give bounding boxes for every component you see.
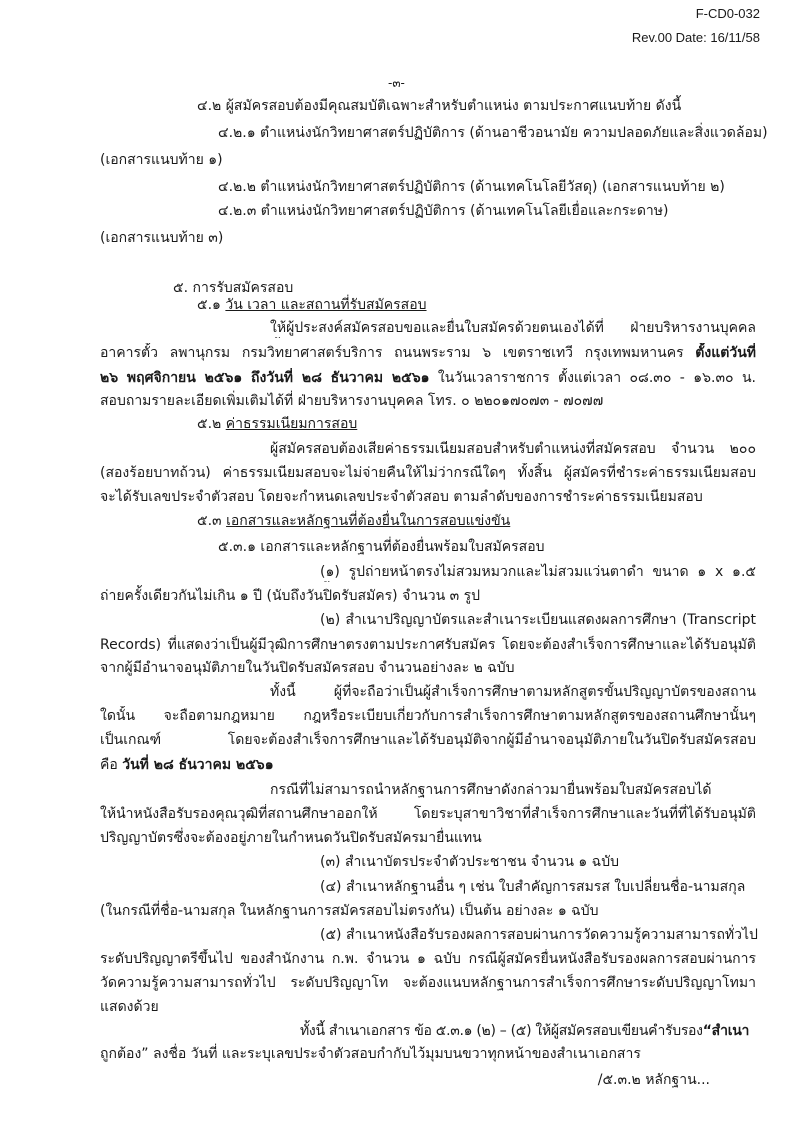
text: ๕.๒ bbox=[197, 416, 226, 432]
item-5-cont bbox=[100, 973, 756, 993]
bold-text: “สำเนา bbox=[702, 1023, 750, 1039]
text: จะได้รับเลขประจำตัวสอบ โดยจะกำหนดเลขประจำตัวสอบ ตามลำดับของการชำระค่าธรรมเนียมสอบ bbox=[100, 489, 703, 505]
paragraph-line bbox=[100, 706, 756, 726]
text: (เอกสารแนบท้าย ๓) bbox=[100, 230, 224, 246]
item-5 bbox=[320, 925, 758, 945]
text: อาคารตั้ว ลพานุกรม กรมวิทยาศาสตร์บริการ ถนนพระราม ๖ เขตราชเทวี กรุงเทพมหานคร bbox=[100, 345, 696, 361]
text: (๒) สำเนาปริญญาบัตรและสำเนาระเบียนแสดงผลการศึกษา (Transcript bbox=[320, 612, 756, 628]
text: /๕.๓.๒ หลักฐาน... bbox=[597, 1072, 710, 1088]
text: ทั้งนี้ ผู้ที่จะถือว่าเป็นผู้สำเร็จการศึกษาตามหลักสูตรขั้นปริญญาบัตรของสถาน bbox=[270, 684, 756, 700]
paragraph-line bbox=[100, 343, 756, 363]
paragraph-line bbox=[270, 682, 756, 702]
text: ๔.๒ ผู้สมัครสอบต้องมีคุณสมบัติเฉพาะสำหรับตำแหน่ง ตามประกาศแนบท้าย ดังนี้ bbox=[197, 98, 682, 114]
clause-4-2-3 bbox=[218, 201, 668, 221]
revision-date: Rev.00 Date: 16/11/58 bbox=[631, 30, 760, 45]
text: จากผู้มีอำนาจอนุมัติภายในวันปิดรับสมัครสอบ จำนวนอย่างละ ๒ ฉบับ bbox=[100, 660, 515, 676]
bold-text: ๒๖ พฤศจิกายน ๒๕๖๑ ถึงวันที่ ๒๘ ธันวาคม ๒๕๖๑ bbox=[100, 370, 430, 386]
paragraph-line bbox=[100, 730, 756, 750]
text: (๔) สำเนาหลักฐานอื่น ๆ เช่น ใบสำคัญการสมรส ใบเปลี่ยนชื่อ-นามสกุล bbox=[320, 879, 746, 895]
clause-5-1-heading bbox=[197, 295, 427, 315]
paragraph-line bbox=[100, 828, 482, 848]
text: ๔.๒.๒ ตำแหน่งนักวิทยาศาสตร์ปฏิบัติการ (ด้านเทคโนโลยีวัสดุ) (เอกสารแนบท้าย ๒) bbox=[218, 179, 725, 195]
paragraph-line bbox=[100, 755, 274, 775]
text: แสดงด้วย bbox=[100, 999, 159, 1015]
text: ในวันเวลาราชการ ตั้งแต่เวลา ๐๘.๓๐ - ๑๖.๓๐ น. bbox=[429, 370, 756, 386]
text: (ในกรณีที่ชื่อ-นามสกุล ในหลักฐานการสมัครสอบไม่ตรงกัน) เป็นต้น อย่างละ ๑ ฉบับ bbox=[100, 903, 599, 919]
bold-text: วันที่ ๒๘ ธันวาคม ๒๕๖๑ bbox=[122, 757, 274, 773]
clause-4-2-3-cont bbox=[100, 228, 223, 248]
item-4-cont bbox=[100, 901, 599, 921]
paragraph-line bbox=[270, 780, 756, 800]
item-4 bbox=[320, 877, 745, 897]
text: (สองร้อยบาทถ้วน) ค่าธรรมเนียมสอบจะไม่จ่ายคืนให้ไม่ว่ากรณีใดๆ ทั้งสิ้น ผู้สมัครที่ชำระค่าธรรมเนียมสอบ bbox=[100, 465, 756, 481]
clause-4-2-2 bbox=[218, 177, 725, 197]
item-3 bbox=[320, 852, 619, 872]
text: (๑) รูปถ่ายหน้าตรงไม่สวมหมวกและไม่สวมแว่นตาดำ ขนาด ๑ x ๑.๕ bbox=[320, 564, 756, 580]
paragraph-line bbox=[100, 487, 703, 507]
clause-5-3-heading bbox=[197, 511, 510, 531]
paragraph-line bbox=[100, 1044, 641, 1064]
item-5-cont bbox=[100, 949, 756, 969]
text: ให้ผู้ประสงค์สมัครสอบขอและยื่นใบสมัครด้วยตนเองได้ที่ ฝ่ายบริหารงานบุคคล bbox=[270, 320, 756, 336]
form-code: F-CD0-032 bbox=[695, 6, 760, 21]
text: วัดความรู้ความสามารถทั่วไป ระดับปริญญาโท จะต้องแนบหลักฐานการสำเร็จการศึกษาระดับปริญญาโทมา bbox=[100, 975, 756, 991]
clause-4-2-1 bbox=[218, 123, 768, 143]
paragraph-line bbox=[300, 1021, 749, 1041]
paragraph-line bbox=[270, 439, 756, 459]
text: ๕. การรับสมัครสอบ bbox=[173, 280, 294, 296]
text: ให้นำหนังสือรับรองคุณวุฒิที่สถานศึกษาออกให้ โดยระบุสาขาวิชาที่สำเร็จการศึกษาและวันที่ที่ได้รับอนุมัติ bbox=[100, 806, 756, 822]
text: ถูกต้อง” ลงชื่อ วันที่ และระบุเลขประจำตัวสอบกำกับไว้มุมบนขวาทุกหน้าของสำเนาเอกสาร bbox=[100, 1046, 641, 1062]
text: ปริญญาบัตรซึ่งจะต้องอยู่ภายในกำหนดวันปิดรับสมัครมายื่นแทน bbox=[100, 830, 482, 846]
item-5-cont bbox=[100, 997, 159, 1017]
paragraph-line bbox=[100, 391, 603, 411]
item-2-cont bbox=[100, 635, 756, 655]
item-2-cont bbox=[100, 658, 515, 678]
text: ทั้งนี้ สำเนาเอกสาร ข้อ ๕.๓.๑ (๒) – (๕) ให้ผู้สมัครสอบเขียนคำรับรอง bbox=[300, 1023, 703, 1039]
text: ถ่ายครั้งเดียวกันไม่เกิน ๑ ปี (นับถึงวันปิดรับสมัคร) จำนวน ๓ รูป bbox=[100, 588, 481, 604]
text: กรณีที่ไม่สามารถนำหลักฐานการศึกษาดังกล่าวมายื่นพร้อมใบสมัครสอบได้ bbox=[270, 782, 712, 798]
text: ระดับปริญญาตรีขึ้นไป ของสำนักงาน ก.พ. จำนวน ๑ ฉบับ กรณีผู้สมัครยื่นหนังสือรับรองผลการสอบผ่านการ bbox=[100, 951, 756, 967]
text: ใดนั้น จะถือตามกฎหมาย กฎหรือระเบียบเกี่ยวกับการสำเร็จการศึกษาตามหลักสูตรของสถานศึกษานั้นๆ bbox=[100, 708, 756, 724]
text: ๕.๓.๑ เอกสารและหลักฐานที่ต้องยื่นพร้อมใบสมัครสอบ bbox=[218, 539, 545, 555]
text: (๓) สำเนาบัตรประจำตัวประชาชน จำนวน ๑ ฉบับ bbox=[320, 854, 619, 870]
text: เป็นเกณฑ์ โดยจะต้องสำเร็จการศึกษาและได้รับอนุมัติจากผู้มีอำนาจอนุมัติภายในวันปิดรับสมัครสอบ bbox=[100, 732, 756, 748]
text: ๔.๒.๑ ตำแหน่งนักวิทยาศาสตร์ปฏิบัติการ (ด้านอาชีวอนามัย ความปลอดภัยและสิ่งแวดล้อม) bbox=[218, 125, 768, 141]
paragraph-line bbox=[100, 804, 756, 824]
paragraph-line bbox=[270, 318, 756, 338]
text: ๔.๒.๓ ตำแหน่งนักวิทยาศาสตร์ปฏิบัติการ (ด้านเทคโนโลยีเยื่อและกระดาษ) bbox=[218, 203, 669, 219]
clause-5-2-heading bbox=[197, 414, 357, 434]
text: (๕) สำเนาหนังสือรับรองผลการสอบผ่านการวัดความรู้ความสามารถทั่วไป bbox=[320, 927, 758, 943]
underlined-text: วัน เวลา และสถานที่รับสมัครสอบ bbox=[225, 297, 427, 313]
paragraph-line bbox=[100, 368, 756, 388]
text: ๕.๓ bbox=[197, 513, 227, 529]
text: Records) ที่แสดงว่าเป็นผู้มีวุฒิการศึกษาตรงตามประกาศรับสมัคร โดยจะต้องสำเร็จการศึกษาและได้รับอนุมัติ bbox=[100, 637, 756, 653]
item-2 bbox=[320, 610, 756, 630]
paragraph-line bbox=[100, 463, 756, 483]
text: (เอกสารแนบท้าย ๑) bbox=[100, 152, 223, 168]
continuation-note bbox=[598, 1070, 710, 1090]
bold-text: ตั้งแต่วันที่ bbox=[695, 345, 756, 361]
item-1 bbox=[320, 562, 756, 582]
clause-4-2-1-cont bbox=[100, 150, 223, 170]
text: สอบถามรายละเอียดเพิ่มเติมได้ที่ ฝ่ายบริหารงานบุคคล โทร. ๐ ๒๒๐๑๗๐๗๓ - ๗๐๗๗ bbox=[100, 393, 604, 409]
text: ๕.๑ bbox=[197, 297, 226, 313]
clause-4-2 bbox=[197, 96, 681, 116]
text: ผู้สมัครสอบต้องเสียค่าธรรมเนียมสอบสำหรับตำแหน่งที่สมัครสอบ จำนวน ๒๐๐ bbox=[270, 441, 756, 457]
clause-5-3-1 bbox=[218, 537, 545, 557]
underlined-text: เอกสารและหลักฐานที่ต้องยื่นในการสอบแข่งขัน bbox=[226, 513, 511, 529]
item-1-cont bbox=[100, 586, 480, 606]
page-number: -๓- bbox=[388, 76, 405, 90]
text: คือ bbox=[100, 757, 123, 773]
underlined-text: ค่าธรรมเนียมการสอบ bbox=[225, 416, 358, 432]
